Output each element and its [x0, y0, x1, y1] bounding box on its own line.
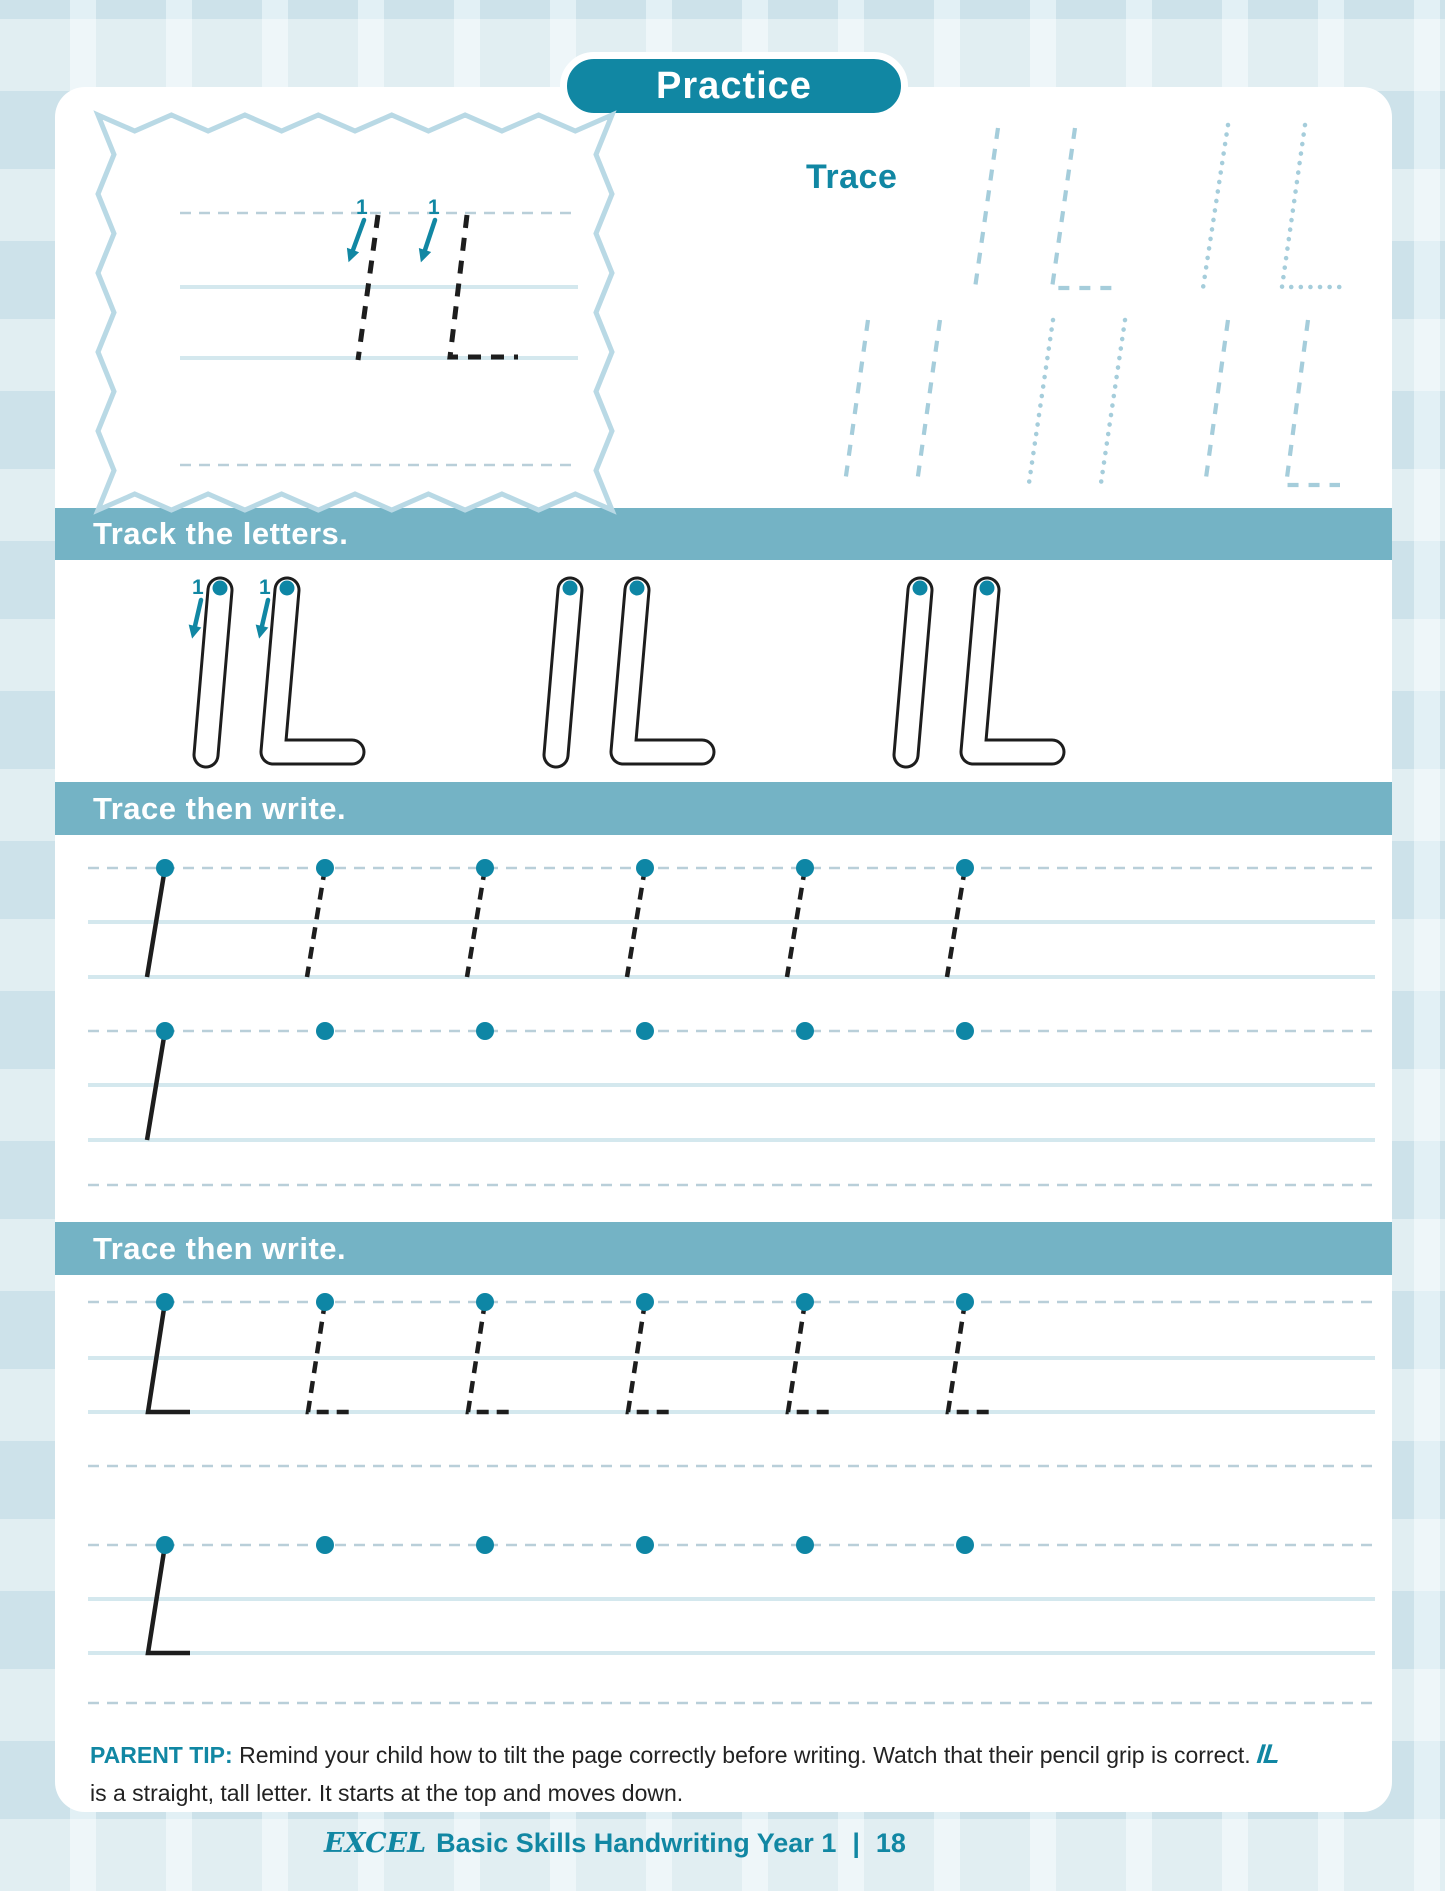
track-letters-group — [189, 576, 1052, 755]
parent-tip-letter-glyph: IL — [1255, 1739, 1281, 1769]
banner-trace-then-write-2-label: Trace then write. — [93, 1230, 347, 1266]
svg-text:1: 1 — [259, 576, 271, 599]
svg-text:1: 1 — [356, 196, 368, 219]
banner-track-letters-label: Track the letters. — [93, 516, 349, 551]
ruled-sections-group — [88, 859, 1375, 1703]
svg-text:1: 1 — [428, 196, 440, 219]
parent-tip — [90, 1734, 1290, 1811]
trace-label: Trace — [806, 158, 898, 196]
trace-letters-group — [845, 125, 1348, 485]
footer-brand: EXCEL — [324, 1828, 427, 1859]
letter-example-box — [98, 115, 612, 510]
parent-tip-text-a: Remind your child how to tilt the page correctly before writing. Watch that their pencil grip is correct. — [239, 1742, 1251, 1768]
svg-text:1: 1 — [192, 576, 204, 599]
banner-trace-then-write-1-label: Trace then write. — [93, 790, 347, 826]
footer-title: Basic Skills Handwriting Year 1 — [436, 1828, 837, 1858]
practice-badge-label: Practice — [656, 64, 812, 107]
parent-tip-text-b: is a straight, tall letter. It starts at the top and moves down. — [90, 1779, 684, 1806]
page-footer — [0, 1828, 1230, 1859]
parent-tip-label: PARENT TIP: — [90, 1742, 233, 1768]
footer-page-number: 18 — [875, 1828, 906, 1858]
footer-separator: | — [852, 1828, 860, 1858]
